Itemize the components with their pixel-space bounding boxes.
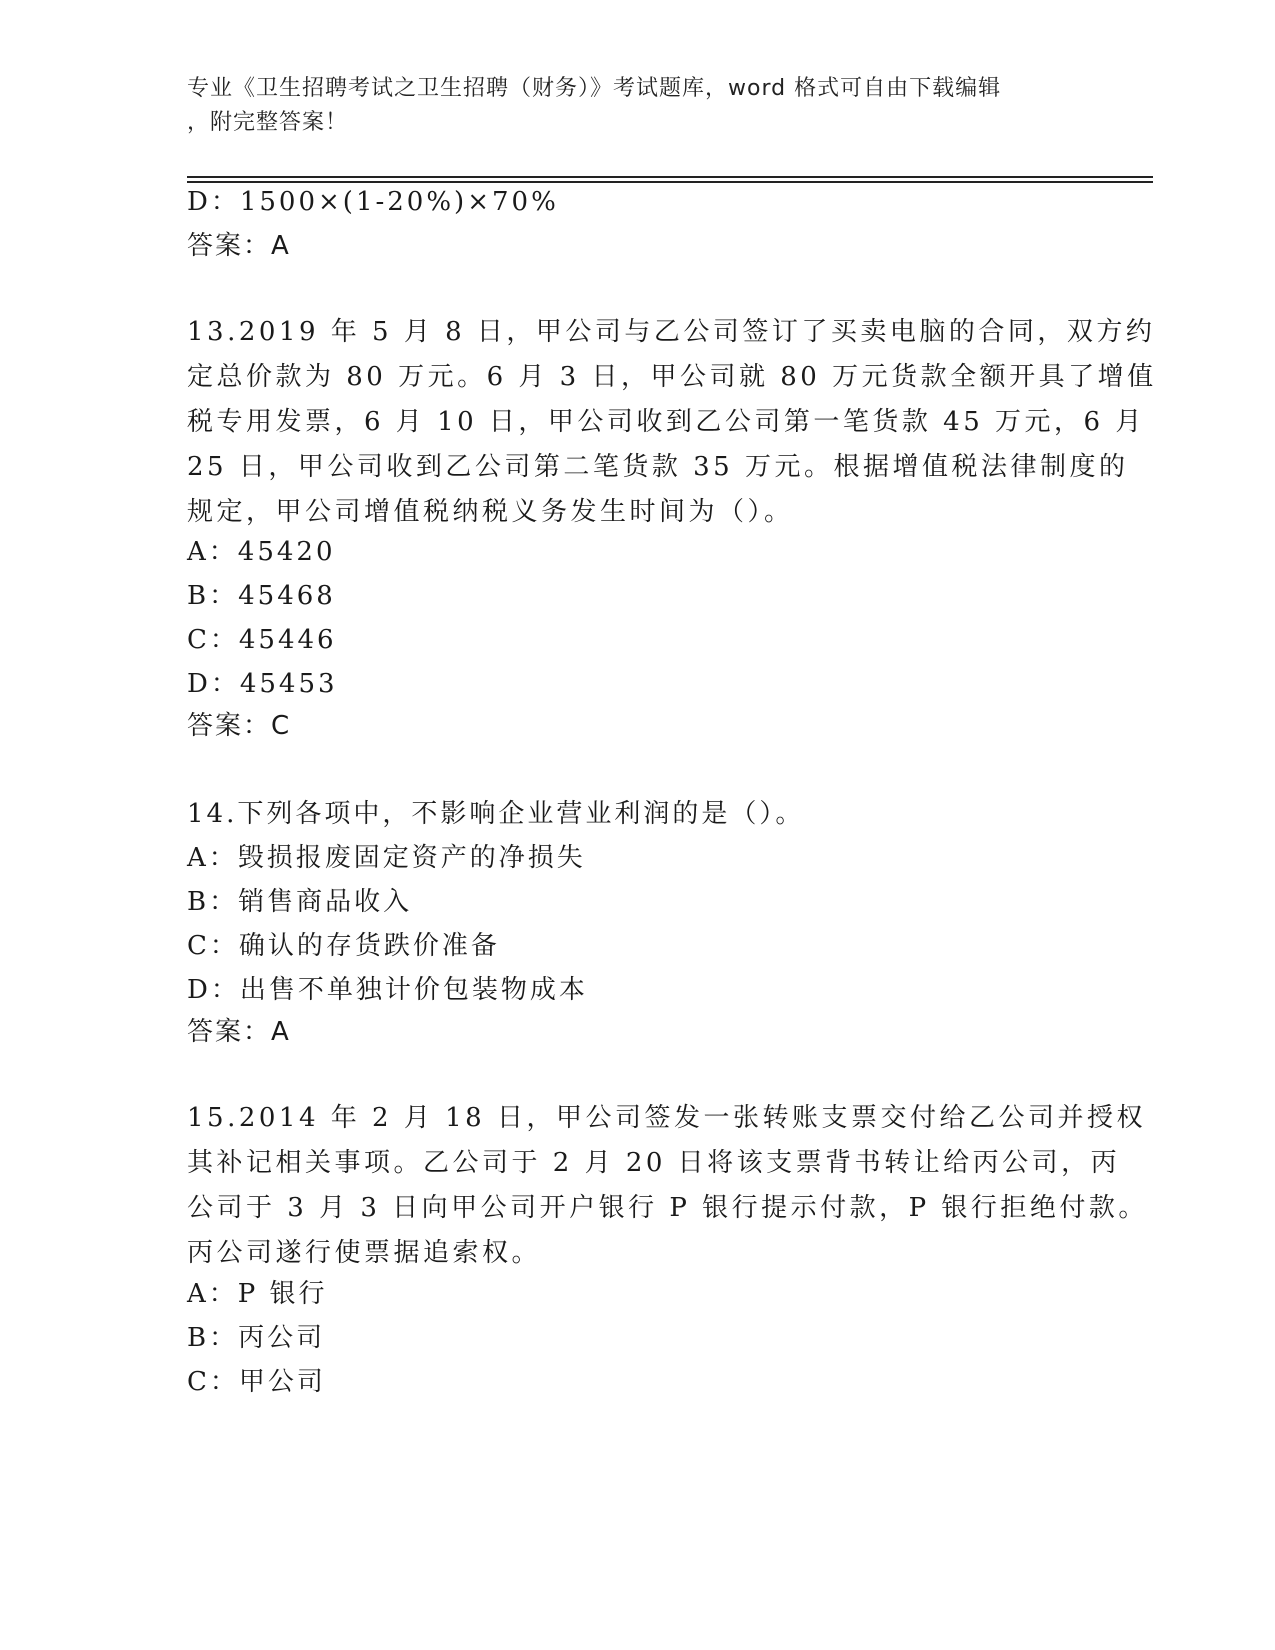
q15-stem-line: 丙公司遂行使票据追索权。: [187, 1238, 542, 1268]
q13-stem-line: 25 日，甲公司收到乙公司第二笔货款 35 万元。根据增值税法律制度的: [187, 452, 1129, 482]
q13-answer: 答案：C: [187, 711, 292, 741]
q13-option-d: D：45453: [187, 669, 338, 699]
q13-option-b: B：45468: [187, 581, 336, 611]
q15-option-c: C：甲公司: [187, 1367, 326, 1397]
q12-option-d: D：1500×(1-20%)×70%: [187, 187, 559, 217]
q14-option-b: B：销售商品收入: [187, 887, 413, 917]
header-divider-top: [187, 176, 1153, 178]
q15-stem: [187, 1096, 1148, 1276]
q13-option-c: C：45446: [187, 625, 337, 655]
q13-stem-line: 规定，甲公司增值税纳税义务发生时间为（）。: [187, 497, 794, 527]
q14-stem: 14.下列各项中，不影响企业营业利润的是（）。: [187, 799, 805, 829]
q15-stem-line: 公司于 3 月 3 日向甲公司开户银行 P 银行提示付款，P 银行拒绝付款。: [187, 1193, 1148, 1223]
q14-answer: 答案：A: [187, 1017, 291, 1047]
q13-option-a: A：45420: [187, 537, 336, 567]
q15-option-a: A：P 银行: [187, 1279, 328, 1309]
q13-stem-line: 13.2019 年 5 月 8 日，甲公司与乙公司签订了买卖电脑的合同，双方约: [187, 317, 1156, 347]
document-header: [187, 72, 1087, 140]
q15-stem-line: 其补记相关事项。乙公司于 2 月 20 日将该支票背书转让给丙公司，丙: [187, 1148, 1121, 1178]
q13-stem-line: 税专用发票，6 月 10 日，甲公司收到乙公司第一笔货款 45 万元，6 月: [187, 407, 1145, 437]
header-line-2: ，附完整答案！: [187, 110, 349, 135]
q13-stem-line: 定总价款为 80 万元。6 月 3 日，甲公司就 80 万元货款全额开具了增值: [187, 362, 1157, 392]
q15-option-b: B：丙公司: [187, 1323, 326, 1353]
q14-option-d: D：出售不单独计价包装物成本: [187, 975, 588, 1005]
q13-stem: [187, 310, 1157, 535]
q12-answer: 答案：A: [187, 231, 291, 261]
q14-option-a: A：毁损报废固定资产的净损失: [187, 843, 586, 873]
q14-option-c: C：确认的存货跌价准备: [187, 931, 500, 961]
q15-stem-line: 15.2014 年 2 月 18 日，甲公司签发一张转账支票交付给乙公司并授权: [187, 1103, 1146, 1133]
header-line-1: 专业《卫生招聘考试之卫生招聘（财务）》考试题库，word 格式可自由下载编辑: [187, 76, 1002, 101]
